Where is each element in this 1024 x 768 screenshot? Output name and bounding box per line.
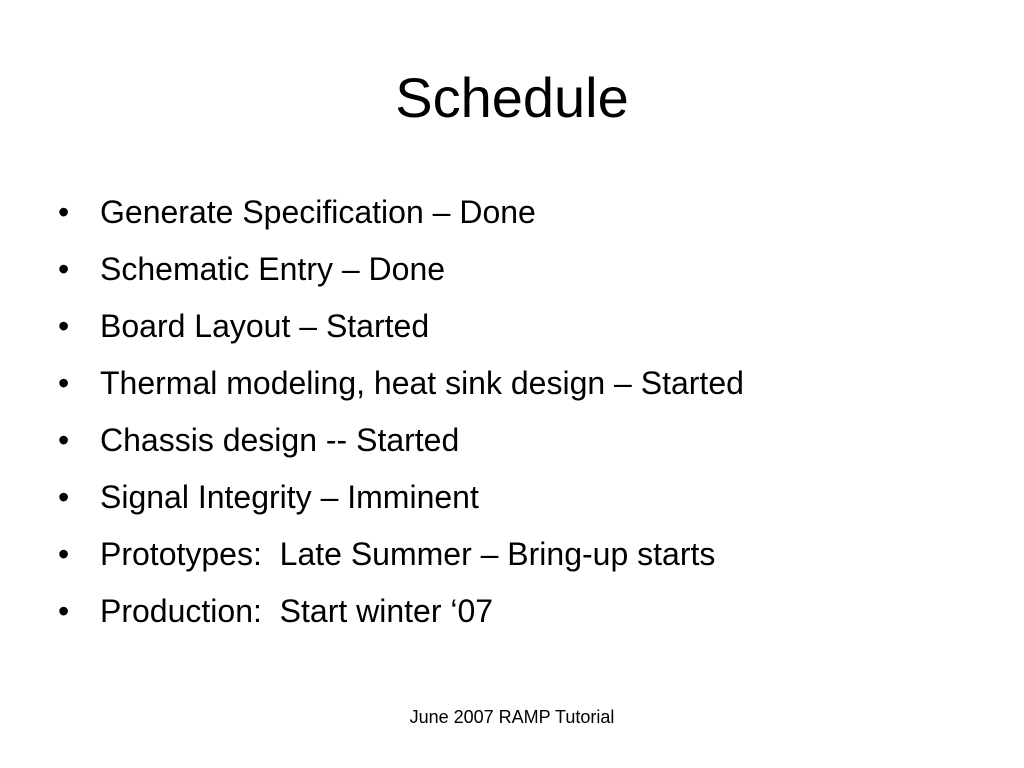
bullet-text: Signal Integrity – Imminent: [100, 479, 479, 515]
bullet-icon: •: [58, 479, 70, 515]
bullet-icon: •: [58, 308, 70, 344]
list-item: [58, 412, 744, 469]
bullet-icon: •: [58, 365, 70, 401]
bullet-text: Prototypes: Late Summer – Bring-up starts: [100, 536, 716, 572]
list-item: [58, 469, 744, 526]
list-item: [58, 241, 744, 298]
slide-footer: June 2007 RAMP Tutorial: [409, 707, 615, 727]
bullet-text: Schematic Entry – Done: [100, 251, 446, 287]
bullet-list: [58, 184, 744, 640]
bullet-icon: •: [58, 536, 70, 572]
bullet-text: Chassis design -- Started: [100, 422, 460, 458]
bullet-icon: •: [58, 593, 70, 629]
bullet-icon: •: [58, 251, 70, 287]
bullet-icon: •: [58, 194, 70, 230]
bullet-icon: •: [58, 422, 70, 458]
bullet-text: Production: Start winter ‘07: [100, 593, 494, 629]
list-item: [58, 526, 744, 583]
list-item: [58, 184, 744, 241]
bullet-text: Generate Specification – Done: [100, 194, 536, 230]
list-item: [58, 298, 744, 355]
slide-title: Schedule: [395, 66, 629, 129]
bullet-text: Thermal modeling, heat sink design – Started: [100, 365, 744, 401]
list-item: [58, 583, 744, 640]
bullet-text: Board Layout – Started: [100, 308, 430, 344]
list-item: [58, 355, 744, 412]
